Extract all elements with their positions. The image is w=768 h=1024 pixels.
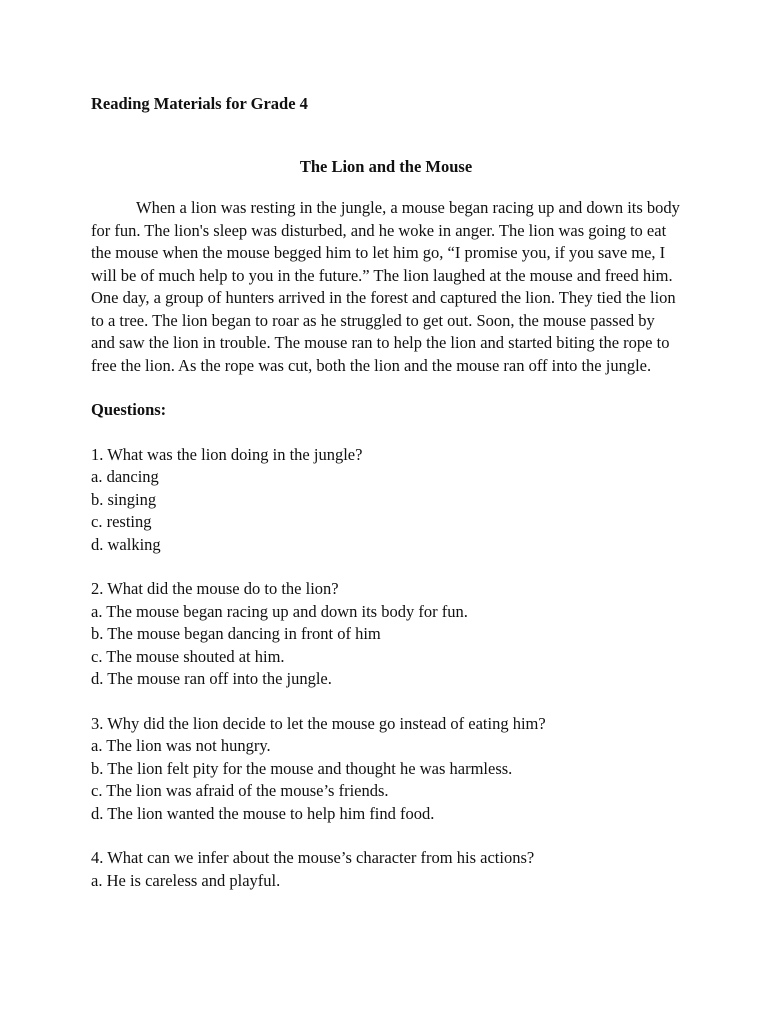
story-paragraph: When a lion was resting in the jungle, a mouse began racing up and down its body for fun. The lion's sleep was disturbed, and he woke in anger. The lion was going to eat the mouse when the mouse begged him to let him go, “I promise you, if you save me, I will be of much help to you in the future.” The lion laughed at the mouse and freed him. One day, a group of hunters arrived in the forest and captured the lion. They tied the lion to a tree. The lion began to roar as he struggled to get out. Soon, the mouse passed by and saw the lion in trouble. The mouse ran to help the lion and started biting the rope to free the lion. As the rope was cut, both the lion and the mouse ran off into the jungle. xyxy=(91,198,680,375)
answer-option: b. singing xyxy=(91,489,157,509)
answer-option: d. The mouse ran off into the jungle. xyxy=(91,669,332,688)
document-title: Reading Materials for Grade 4 xyxy=(91,94,308,113)
question-stem: 1. What was the lion doing in the jungle? xyxy=(91,444,363,464)
question-stem: 3. Why did the lion decide to let the mouse go instead of eating him? xyxy=(91,713,546,733)
question-3 xyxy=(91,713,681,826)
answer-option: b. The mouse began dancing in front of him xyxy=(91,624,381,643)
story-title: The Lion and the Mouse xyxy=(299,156,473,176)
question-4 xyxy=(91,847,681,892)
answer-option: a. dancing xyxy=(91,467,159,486)
questions-heading: Questions: xyxy=(91,400,167,419)
answer-option: a. The mouse began racing up and down its body for fun. xyxy=(91,601,468,621)
question-1 xyxy=(91,444,681,557)
answer-option: c. The lion was afraid of the mouse’s friends. xyxy=(91,781,389,800)
question-stem: 2. What did the mouse do to the lion? xyxy=(91,579,339,598)
answer-option: c. The mouse shouted at him. xyxy=(91,646,285,666)
question-stem: 4. What can we infer about the mouse’s character from his actions? xyxy=(91,848,535,867)
answer-option: b. The lion felt pity for the mouse and thought he was harmless. xyxy=(91,758,513,778)
answer-option: a. He is careless and playful. xyxy=(91,870,281,890)
answer-option: a. The lion was not hungry. xyxy=(91,736,271,755)
answer-option: d. The lion wanted the mouse to help him find food. xyxy=(91,803,435,823)
answer-option: c. resting xyxy=(91,512,152,531)
answer-option: d. walking xyxy=(91,534,161,554)
question-2 xyxy=(91,578,681,691)
document-page xyxy=(91,93,681,892)
